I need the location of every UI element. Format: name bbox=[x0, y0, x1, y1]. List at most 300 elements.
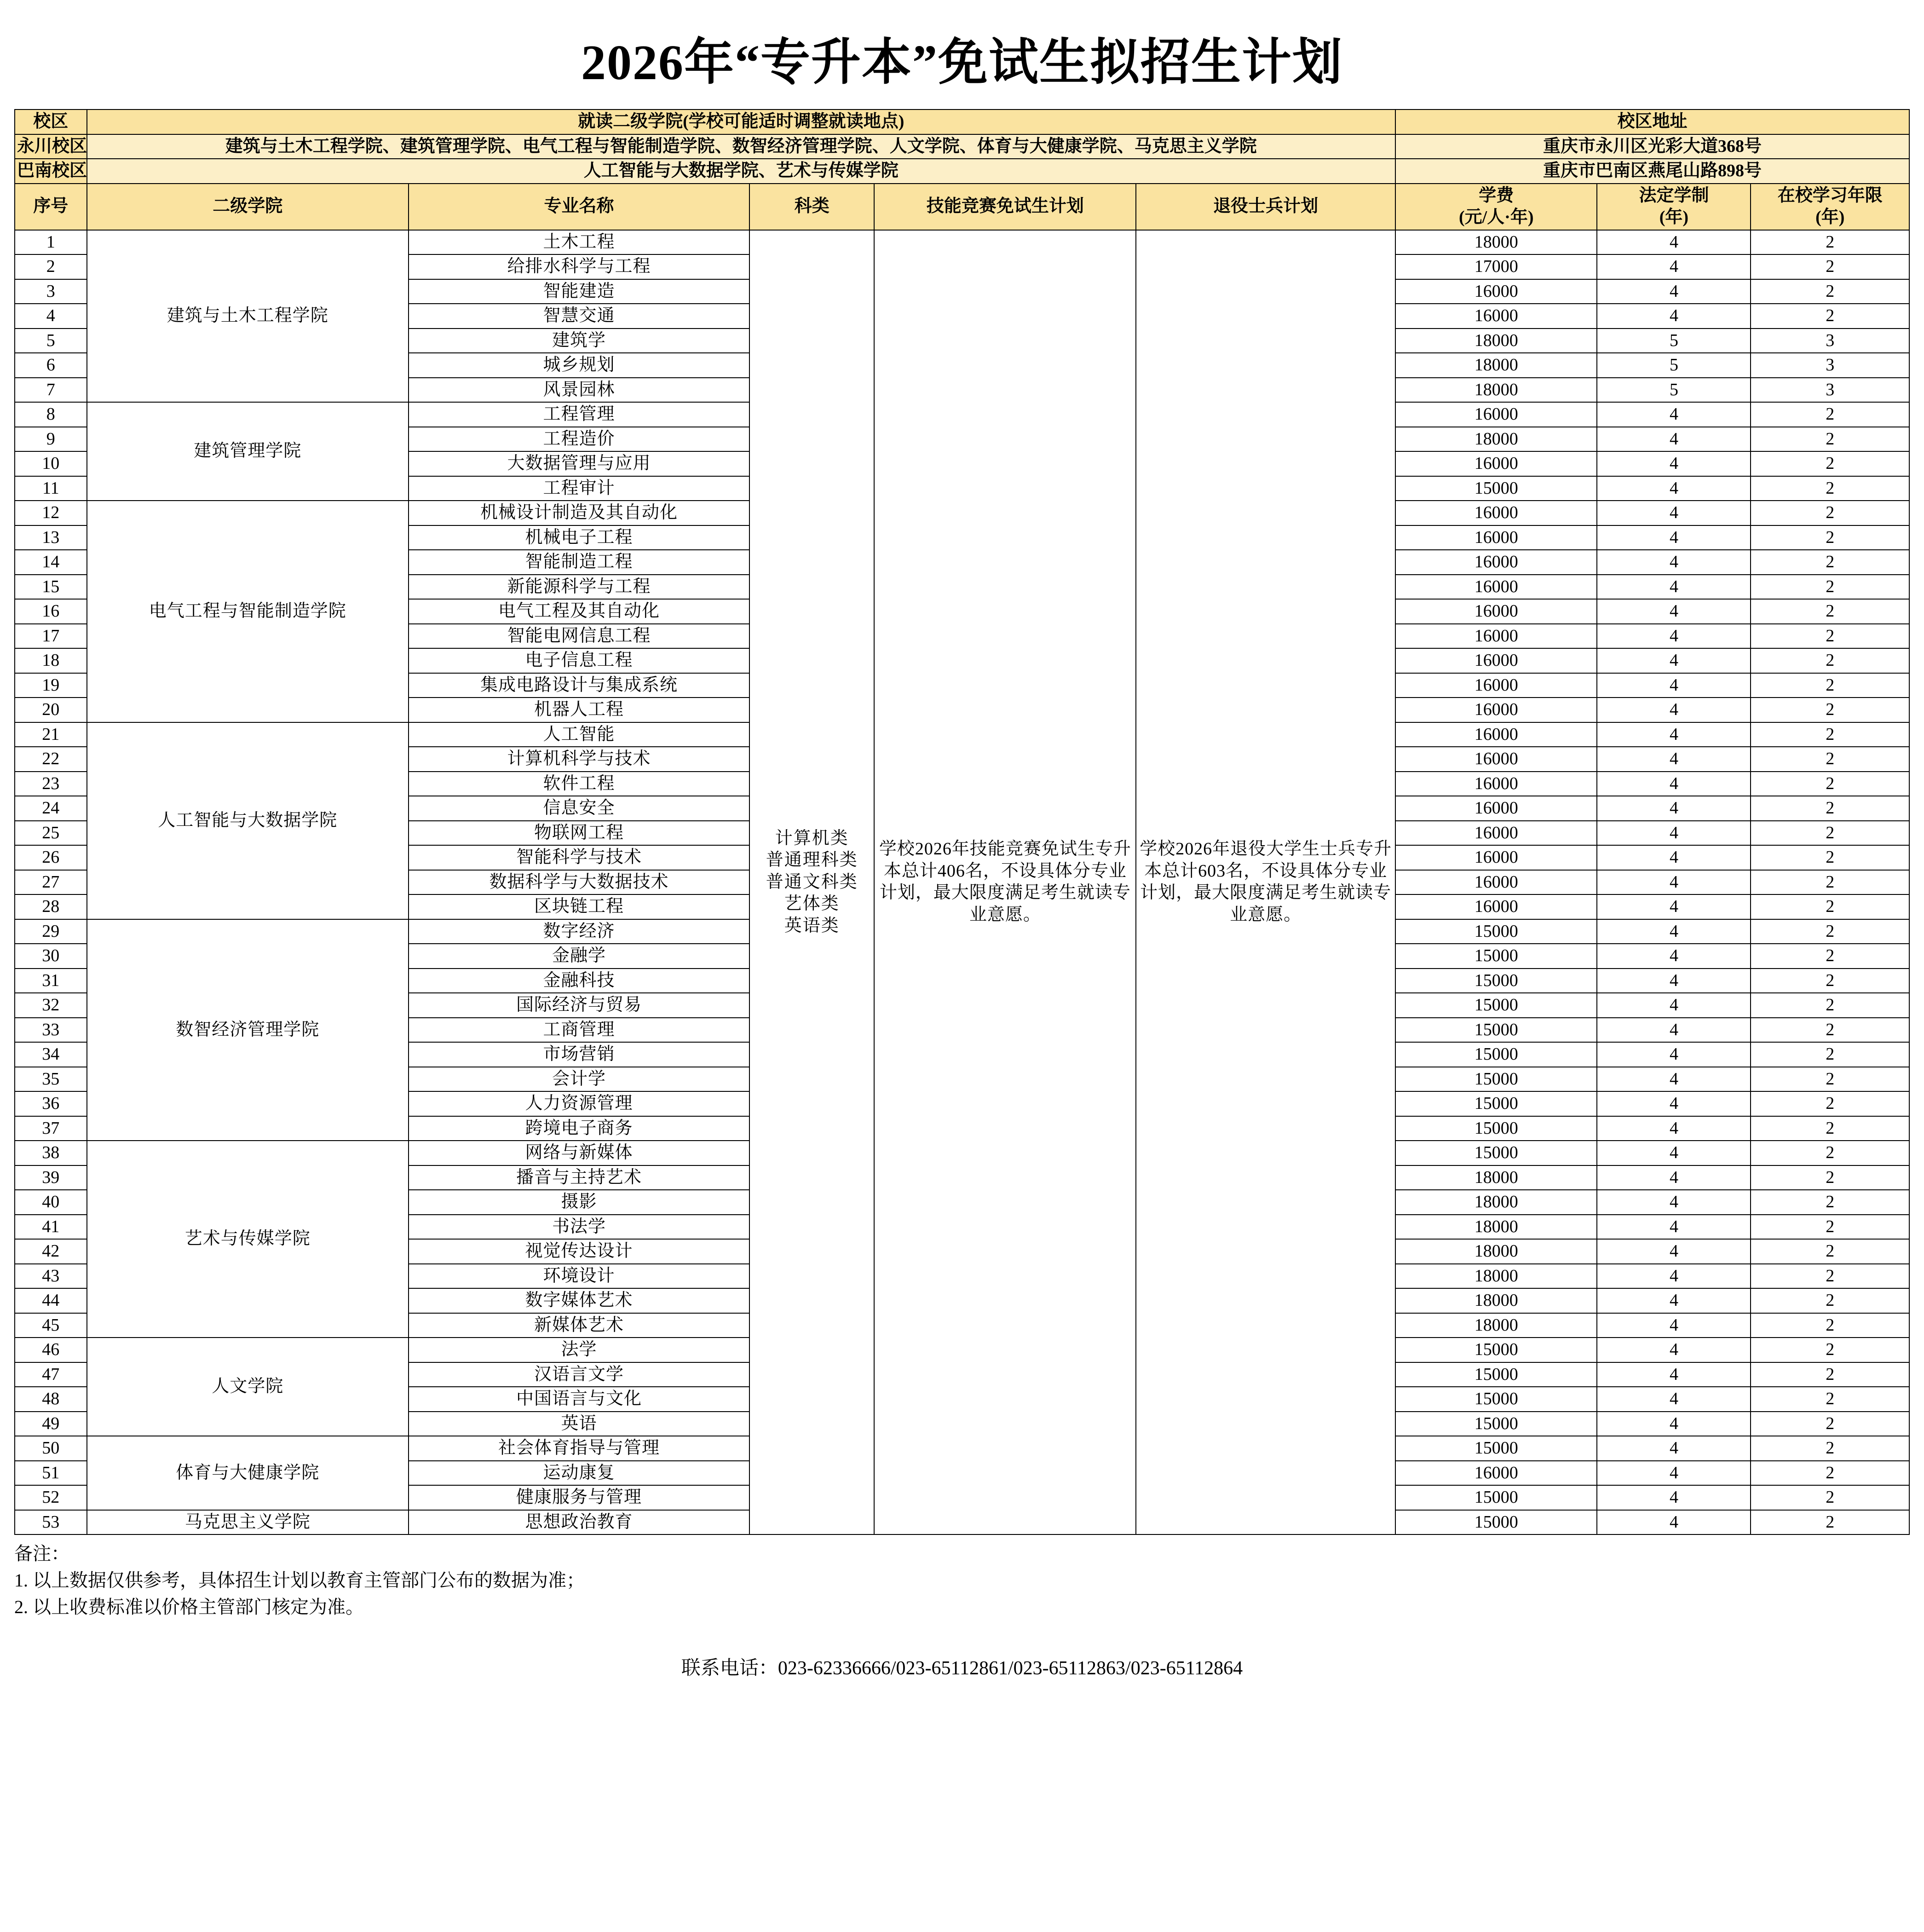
cell-college: 体育与大健康学院 bbox=[87, 1436, 409, 1510]
footnote-line-1: 1. 以上数据仅供参考，具体招生计划以教育主管部门公布的数据为准； bbox=[14, 1570, 585, 1591]
cell-duration: 4 bbox=[1597, 1288, 1751, 1313]
cell-tuition: 16000 bbox=[1395, 599, 1597, 624]
cell-index: 17 bbox=[15, 624, 87, 649]
category-line: 英语类 bbox=[784, 916, 840, 935]
cell-major: 人工智能 bbox=[409, 722, 749, 747]
col-header-category: 科类 bbox=[749, 184, 874, 230]
cell-duration: 4 bbox=[1597, 919, 1751, 944]
cell-duration: 4 bbox=[1597, 747, 1751, 772]
cell-study-years: 2 bbox=[1751, 624, 1909, 649]
cell-study-years: 2 bbox=[1751, 722, 1909, 747]
cell-duration: 4 bbox=[1597, 821, 1751, 846]
cell-major: 智能电网信息工程 bbox=[409, 624, 749, 649]
cell-study-years: 2 bbox=[1751, 993, 1909, 1018]
cell-major: 区块链工程 bbox=[409, 894, 749, 919]
cell-duration: 4 bbox=[1597, 501, 1751, 525]
cell-major: 新能源科学与工程 bbox=[409, 575, 749, 600]
cell-index: 22 bbox=[15, 747, 87, 772]
cell-study-years: 2 bbox=[1751, 1436, 1909, 1461]
cell-index: 40 bbox=[15, 1190, 87, 1215]
cell-study-years: 3 bbox=[1751, 378, 1909, 403]
admission-plan-table bbox=[14, 109, 1910, 1535]
campus-colleges-header: 就读二级学院(学校可能适时调整就读地点) bbox=[87, 110, 1395, 134]
cell-tuition: 16000 bbox=[1395, 451, 1597, 476]
cell-index: 27 bbox=[15, 870, 87, 895]
cell-index: 7 bbox=[15, 378, 87, 403]
cell-study-years: 2 bbox=[1751, 451, 1909, 476]
cell-category bbox=[749, 230, 874, 1535]
cell-major: 金融学 bbox=[409, 944, 749, 969]
cell-study-years: 2 bbox=[1751, 1091, 1909, 1116]
cell-tuition: 15000 bbox=[1395, 1338, 1597, 1362]
col-header-index: 序号 bbox=[15, 184, 87, 230]
cell-index: 15 bbox=[15, 575, 87, 600]
cell-duration: 4 bbox=[1597, 230, 1751, 255]
cell-major: 工商管理 bbox=[409, 1018, 749, 1043]
cell-index: 21 bbox=[15, 722, 87, 747]
contact-phone: 联系电话：023-62336666/023-65112861/023-65112863/023-65112864 bbox=[681, 1658, 1243, 1679]
cell-major: 会计学 bbox=[409, 1067, 749, 1092]
cell-study-years: 2 bbox=[1751, 919, 1909, 944]
category-line: 艺体类 bbox=[784, 894, 840, 913]
cell-index: 48 bbox=[15, 1387, 87, 1412]
cell-duration: 4 bbox=[1597, 969, 1751, 993]
col-header-college: 二级学院 bbox=[87, 184, 409, 230]
cell-duration: 4 bbox=[1597, 304, 1751, 329]
cell-study-years: 2 bbox=[1751, 501, 1909, 525]
cell-study-years: 2 bbox=[1751, 698, 1909, 722]
col-header-duration-line2: (年) bbox=[1659, 208, 1689, 227]
page-title: 2026年“专升本”免试生拟招生计划 bbox=[581, 35, 1343, 90]
cell-index: 35 bbox=[15, 1067, 87, 1092]
cell-study-years: 2 bbox=[1751, 894, 1909, 919]
cell-tuition: 16000 bbox=[1395, 1461, 1597, 1486]
cell-index: 34 bbox=[15, 1042, 87, 1067]
cell-duration: 4 bbox=[1597, 1239, 1751, 1264]
cell-study-years: 3 bbox=[1751, 353, 1909, 378]
cell-major: 播音与主持艺术 bbox=[409, 1165, 749, 1190]
cell-tuition: 18000 bbox=[1395, 1215, 1597, 1240]
cell-study-years: 2 bbox=[1751, 1338, 1909, 1362]
cell-duration: 4 bbox=[1597, 1141, 1751, 1165]
cell-major: 信息安全 bbox=[409, 796, 749, 821]
cell-index: 49 bbox=[15, 1412, 87, 1436]
cell-major: 网络与新媒体 bbox=[409, 1141, 749, 1165]
cell-tuition: 15000 bbox=[1395, 1116, 1597, 1141]
cell-duration: 4 bbox=[1597, 402, 1751, 427]
cell-study-years: 2 bbox=[1751, 427, 1909, 452]
cell-study-years: 2 bbox=[1751, 1264, 1909, 1289]
table-body bbox=[15, 230, 1909, 1535]
cell-study-years: 2 bbox=[1751, 1141, 1909, 1165]
cell-major: 电子信息工程 bbox=[409, 648, 749, 673]
cell-study-years: 2 bbox=[1751, 1067, 1909, 1092]
cell-college: 马克思主义学院 bbox=[87, 1510, 409, 1535]
cell-tuition: 15000 bbox=[1395, 993, 1597, 1018]
cell-duration: 4 bbox=[1597, 1264, 1751, 1289]
cell-index: 44 bbox=[15, 1288, 87, 1313]
cell-tuition: 18000 bbox=[1395, 1264, 1597, 1289]
cell-tuition: 15000 bbox=[1395, 1510, 1597, 1535]
cell-major: 机器人工程 bbox=[409, 698, 749, 722]
cell-index: 1 bbox=[15, 230, 87, 255]
cell-major: 机械设计制造及其自动化 bbox=[409, 501, 749, 525]
cell-tuition: 18000 bbox=[1395, 1313, 1597, 1338]
cell-study-years: 2 bbox=[1751, 575, 1909, 600]
cell-tuition: 15000 bbox=[1395, 1436, 1597, 1461]
cell-major: 数据科学与大数据技术 bbox=[409, 870, 749, 895]
cell-study-years: 2 bbox=[1751, 673, 1909, 698]
cell-study-years: 2 bbox=[1751, 796, 1909, 821]
cell-duration: 4 bbox=[1597, 624, 1751, 649]
cell-tuition: 15000 bbox=[1395, 1018, 1597, 1043]
cell-duration: 4 bbox=[1597, 944, 1751, 969]
cell-study-years: 2 bbox=[1751, 1018, 1909, 1043]
cell-index: 24 bbox=[15, 796, 87, 821]
cell-tuition: 16000 bbox=[1395, 501, 1597, 525]
cell-tuition: 18000 bbox=[1395, 1288, 1597, 1313]
cell-index: 52 bbox=[15, 1485, 87, 1510]
cell-index: 46 bbox=[15, 1338, 87, 1362]
cell-duration: 4 bbox=[1597, 1042, 1751, 1067]
cell-major: 智能科学与技术 bbox=[409, 845, 749, 870]
cell-skill-plan: 学校2026年技能竞赛免试生专升本总计406名，不设具体分专业计划，最大限度满足考生就读专业意愿。 bbox=[874, 230, 1136, 1535]
cell-major: 法学 bbox=[409, 1338, 749, 1362]
cell-tuition: 16000 bbox=[1395, 550, 1597, 575]
cell-veteran-plan: 学校2026年退役大学生士兵专升本总计603名，不设具体分专业计划，最大限度满足考生就读专业意愿。 bbox=[1136, 230, 1395, 1535]
cell-tuition: 16000 bbox=[1395, 722, 1597, 747]
cell-study-years: 2 bbox=[1751, 525, 1909, 550]
cell-college: 人文学院 bbox=[87, 1338, 409, 1436]
cell-index: 50 bbox=[15, 1436, 87, 1461]
cell-study-years: 2 bbox=[1751, 870, 1909, 895]
cell-duration: 4 bbox=[1597, 1165, 1751, 1190]
footnote-line-2: 2. 以上收费标准以价格主管部门核定为准。 bbox=[14, 1597, 364, 1617]
cell-index: 9 bbox=[15, 427, 87, 452]
cell-duration: 4 bbox=[1597, 1116, 1751, 1141]
campus-address: 重庆市巴南区燕尾山路898号 bbox=[1395, 159, 1909, 184]
cell-college: 建筑与土木工程学院 bbox=[87, 230, 409, 403]
cell-tuition: 16000 bbox=[1395, 821, 1597, 846]
cell-tuition: 16000 bbox=[1395, 575, 1597, 600]
cell-index: 38 bbox=[15, 1141, 87, 1165]
campus-name: 巴南校区 bbox=[15, 159, 87, 184]
campus-address: 重庆市永川区光彩大道368号 bbox=[1395, 134, 1909, 159]
col-header-skill-plan: 技能竞赛免试生计划 bbox=[874, 184, 1136, 230]
cell-study-years: 3 bbox=[1751, 329, 1909, 353]
cell-study-years: 2 bbox=[1751, 1387, 1909, 1412]
cell-study-years: 2 bbox=[1751, 1042, 1909, 1067]
cell-index: 23 bbox=[15, 772, 87, 796]
cell-major: 汉语言文学 bbox=[409, 1362, 749, 1387]
cell-tuition: 16000 bbox=[1395, 402, 1597, 427]
cell-tuition: 15000 bbox=[1395, 1067, 1597, 1092]
cell-major: 物联网工程 bbox=[409, 821, 749, 846]
cell-tuition: 15000 bbox=[1395, 1362, 1597, 1387]
cell-index: 51 bbox=[15, 1461, 87, 1486]
cell-tuition: 16000 bbox=[1395, 525, 1597, 550]
cell-major: 土木工程 bbox=[409, 230, 749, 255]
cell-index: 32 bbox=[15, 993, 87, 1018]
cell-tuition: 18000 bbox=[1395, 1190, 1597, 1215]
footnotes bbox=[14, 1540, 1910, 1621]
cell-tuition: 18000 bbox=[1395, 1239, 1597, 1264]
footnote-label: 备注： bbox=[14, 1543, 69, 1564]
cell-duration: 4 bbox=[1597, 599, 1751, 624]
cell-study-years: 2 bbox=[1751, 1461, 1909, 1486]
cell-major: 智能建造 bbox=[409, 279, 749, 304]
cell-tuition: 16000 bbox=[1395, 304, 1597, 329]
cell-index: 8 bbox=[15, 402, 87, 427]
cell-major: 工程造价 bbox=[409, 427, 749, 452]
cell-index: 12 bbox=[15, 501, 87, 525]
cell-duration: 4 bbox=[1597, 525, 1751, 550]
cell-study-years: 2 bbox=[1751, 821, 1909, 846]
cell-duration: 4 bbox=[1597, 772, 1751, 796]
cell-major: 跨境电子商务 bbox=[409, 1116, 749, 1141]
cell-study-years: 2 bbox=[1751, 747, 1909, 772]
cell-duration: 4 bbox=[1597, 575, 1751, 600]
cell-index: 11 bbox=[15, 476, 87, 501]
cell-study-years: 2 bbox=[1751, 845, 1909, 870]
cell-major: 软件工程 bbox=[409, 772, 749, 796]
cell-major: 社会体育指导与管理 bbox=[409, 1436, 749, 1461]
campus-colleges: 建筑与土木工程学院、建筑管理学院、电气工程与智能制造学院、数智经济管理学院、人文学院、体育与大健康学院、马克思主义学院 bbox=[87, 134, 1395, 159]
cell-college: 数智经济管理学院 bbox=[87, 919, 409, 1141]
cell-duration: 4 bbox=[1597, 1387, 1751, 1412]
cell-tuition: 16000 bbox=[1395, 648, 1597, 673]
cell-study-years: 2 bbox=[1751, 254, 1909, 279]
cell-index: 37 bbox=[15, 1116, 87, 1141]
col-header-tuition-line1: 学费 bbox=[1479, 185, 1514, 205]
cell-index: 5 bbox=[15, 329, 87, 353]
cell-study-years: 2 bbox=[1751, 944, 1909, 969]
cell-duration: 4 bbox=[1597, 476, 1751, 501]
cell-study-years: 2 bbox=[1751, 648, 1909, 673]
table-row bbox=[15, 230, 1909, 255]
cell-index: 30 bbox=[15, 944, 87, 969]
cell-major: 国际经济与贸易 bbox=[409, 993, 749, 1018]
cell-study-years: 2 bbox=[1751, 1190, 1909, 1215]
cell-index: 25 bbox=[15, 821, 87, 846]
cell-index: 20 bbox=[15, 698, 87, 722]
col-header-duration bbox=[1597, 184, 1751, 230]
cell-major: 环境设计 bbox=[409, 1264, 749, 1289]
cell-duration: 4 bbox=[1597, 1461, 1751, 1486]
cell-study-years: 2 bbox=[1751, 1313, 1909, 1338]
campus-col-header: 校区 bbox=[15, 110, 87, 134]
cell-index: 33 bbox=[15, 1018, 87, 1043]
cell-major: 摄影 bbox=[409, 1190, 749, 1215]
cell-duration: 4 bbox=[1597, 894, 1751, 919]
cell-duration: 4 bbox=[1597, 1412, 1751, 1436]
cell-duration: 4 bbox=[1597, 796, 1751, 821]
cell-index: 42 bbox=[15, 1239, 87, 1264]
cell-study-years: 2 bbox=[1751, 1116, 1909, 1141]
cell-study-years: 2 bbox=[1751, 1288, 1909, 1313]
cell-college: 人工智能与大数据学院 bbox=[87, 722, 409, 919]
cell-study-years: 2 bbox=[1751, 1165, 1909, 1190]
campus-address-header: 校区地址 bbox=[1395, 110, 1909, 134]
cell-tuition: 17000 bbox=[1395, 254, 1597, 279]
cell-duration: 4 bbox=[1597, 1485, 1751, 1510]
cell-index: 18 bbox=[15, 648, 87, 673]
cell-major: 健康服务与管理 bbox=[409, 1485, 749, 1510]
cell-study-years: 2 bbox=[1751, 1362, 1909, 1387]
cell-duration: 4 bbox=[1597, 550, 1751, 575]
cell-major: 运动康复 bbox=[409, 1461, 749, 1486]
cell-duration: 5 bbox=[1597, 378, 1751, 403]
cell-major: 书法学 bbox=[409, 1215, 749, 1240]
cell-duration: 4 bbox=[1597, 451, 1751, 476]
cell-index: 13 bbox=[15, 525, 87, 550]
cell-major: 工程管理 bbox=[409, 402, 749, 427]
cell-tuition: 16000 bbox=[1395, 845, 1597, 870]
cell-index: 14 bbox=[15, 550, 87, 575]
cell-study-years: 2 bbox=[1751, 279, 1909, 304]
cell-major: 智慧交通 bbox=[409, 304, 749, 329]
cell-study-years: 2 bbox=[1751, 1510, 1909, 1535]
column-header-row bbox=[15, 184, 1909, 230]
cell-study-years: 2 bbox=[1751, 969, 1909, 993]
cell-major: 建筑学 bbox=[409, 329, 749, 353]
cell-duration: 4 bbox=[1597, 1091, 1751, 1116]
cell-major: 机械电子工程 bbox=[409, 525, 749, 550]
cell-index: 6 bbox=[15, 353, 87, 378]
cell-tuition: 15000 bbox=[1395, 944, 1597, 969]
cell-major: 金融科技 bbox=[409, 969, 749, 993]
cell-major: 智能制造工程 bbox=[409, 550, 749, 575]
cell-duration: 4 bbox=[1597, 254, 1751, 279]
cell-major: 思想政治教育 bbox=[409, 1510, 749, 1535]
cell-tuition: 15000 bbox=[1395, 1091, 1597, 1116]
cell-index: 47 bbox=[15, 1362, 87, 1387]
cell-major: 市场营销 bbox=[409, 1042, 749, 1067]
cell-duration: 4 bbox=[1597, 1215, 1751, 1240]
cell-tuition: 15000 bbox=[1395, 1485, 1597, 1510]
cell-index: 16 bbox=[15, 599, 87, 624]
cell-duration: 4 bbox=[1597, 1362, 1751, 1387]
cell-major: 电气工程及其自动化 bbox=[409, 599, 749, 624]
cell-tuition: 18000 bbox=[1395, 353, 1597, 378]
cell-duration: 4 bbox=[1597, 427, 1751, 452]
cell-tuition: 18000 bbox=[1395, 1165, 1597, 1190]
campus-row-yongchuan bbox=[15, 134, 1909, 159]
campus-colleges: 人工智能与大数据学院、艺术与传媒学院 bbox=[87, 159, 1395, 184]
category-line: 计算机类 bbox=[775, 828, 849, 848]
col-header-tuition bbox=[1395, 184, 1597, 230]
col-header-study-years-line2: (年) bbox=[1815, 208, 1845, 227]
cell-duration: 4 bbox=[1597, 1510, 1751, 1535]
cell-duration: 4 bbox=[1597, 845, 1751, 870]
cell-study-years: 2 bbox=[1751, 1412, 1909, 1436]
col-header-tuition-line2: (元/人·年) bbox=[1458, 208, 1534, 227]
cell-duration: 4 bbox=[1597, 1190, 1751, 1215]
cell-index: 39 bbox=[15, 1165, 87, 1190]
cell-college: 电气工程与智能制造学院 bbox=[87, 501, 409, 722]
cell-major: 数字媒体艺术 bbox=[409, 1288, 749, 1313]
cell-tuition: 15000 bbox=[1395, 476, 1597, 501]
cell-duration: 4 bbox=[1597, 673, 1751, 698]
cell-major: 风景园林 bbox=[409, 378, 749, 403]
cell-index: 45 bbox=[15, 1313, 87, 1338]
cell-duration: 4 bbox=[1597, 1313, 1751, 1338]
cell-index: 19 bbox=[15, 673, 87, 698]
cell-duration: 4 bbox=[1597, 722, 1751, 747]
cell-index: 28 bbox=[15, 894, 87, 919]
cell-tuition: 16000 bbox=[1395, 796, 1597, 821]
cell-index: 3 bbox=[15, 279, 87, 304]
cell-college: 建筑管理学院 bbox=[87, 402, 409, 501]
cell-study-years: 2 bbox=[1751, 1215, 1909, 1240]
cell-index: 26 bbox=[15, 845, 87, 870]
cell-study-years: 2 bbox=[1751, 402, 1909, 427]
cell-tuition: 16000 bbox=[1395, 279, 1597, 304]
campus-row-banan bbox=[15, 159, 1909, 184]
cell-index: 4 bbox=[15, 304, 87, 329]
category-line: 普通文科类 bbox=[766, 872, 858, 892]
cell-college: 艺术与传媒学院 bbox=[87, 1141, 409, 1338]
cell-study-years: 2 bbox=[1751, 599, 1909, 624]
cell-tuition: 18000 bbox=[1395, 378, 1597, 403]
cell-study-years: 2 bbox=[1751, 304, 1909, 329]
cell-duration: 4 bbox=[1597, 870, 1751, 895]
cell-index: 43 bbox=[15, 1264, 87, 1289]
cell-tuition: 15000 bbox=[1395, 1387, 1597, 1412]
cell-major: 数字经济 bbox=[409, 919, 749, 944]
cell-duration: 4 bbox=[1597, 1338, 1751, 1362]
cell-index: 29 bbox=[15, 919, 87, 944]
cell-tuition: 16000 bbox=[1395, 894, 1597, 919]
cell-major: 工程审计 bbox=[409, 476, 749, 501]
cell-duration: 4 bbox=[1597, 648, 1751, 673]
cell-tuition: 15000 bbox=[1395, 1412, 1597, 1436]
cell-major: 集成电路设计与集成系统 bbox=[409, 673, 749, 698]
cell-tuition: 15000 bbox=[1395, 969, 1597, 993]
cell-major: 城乡规划 bbox=[409, 353, 749, 378]
col-header-study-years bbox=[1751, 184, 1909, 230]
cell-major: 给排水科学与工程 bbox=[409, 254, 749, 279]
cell-major: 人力资源管理 bbox=[409, 1091, 749, 1116]
cell-tuition: 15000 bbox=[1395, 1042, 1597, 1067]
cell-study-years: 2 bbox=[1751, 772, 1909, 796]
cell-tuition: 16000 bbox=[1395, 624, 1597, 649]
cell-study-years: 2 bbox=[1751, 230, 1909, 255]
cell-duration: 4 bbox=[1597, 1436, 1751, 1461]
col-header-duration-line1: 法定学制 bbox=[1639, 185, 1709, 205]
cell-major: 视觉传达设计 bbox=[409, 1239, 749, 1264]
cell-index: 36 bbox=[15, 1091, 87, 1116]
cell-duration: 5 bbox=[1597, 329, 1751, 353]
cell-tuition: 16000 bbox=[1395, 673, 1597, 698]
campus-header-row bbox=[15, 110, 1909, 134]
cell-index: 53 bbox=[15, 1510, 87, 1535]
cell-major: 中国语言与文化 bbox=[409, 1387, 749, 1412]
cell-tuition: 16000 bbox=[1395, 772, 1597, 796]
cell-major: 英语 bbox=[409, 1412, 749, 1436]
cell-tuition: 15000 bbox=[1395, 1141, 1597, 1165]
cell-duration: 4 bbox=[1597, 993, 1751, 1018]
cell-major: 计算机科学与技术 bbox=[409, 747, 749, 772]
cell-tuition: 18000 bbox=[1395, 427, 1597, 452]
cell-index: 31 bbox=[15, 969, 87, 993]
col-header-veteran-plan: 退役士兵计划 bbox=[1136, 184, 1395, 230]
col-header-major: 专业名称 bbox=[409, 184, 749, 230]
col-header-study-years-line1: 在校学习年限 bbox=[1777, 185, 1883, 205]
cell-tuition: 16000 bbox=[1395, 698, 1597, 722]
cell-duration: 4 bbox=[1597, 698, 1751, 722]
cell-tuition: 18000 bbox=[1395, 230, 1597, 255]
